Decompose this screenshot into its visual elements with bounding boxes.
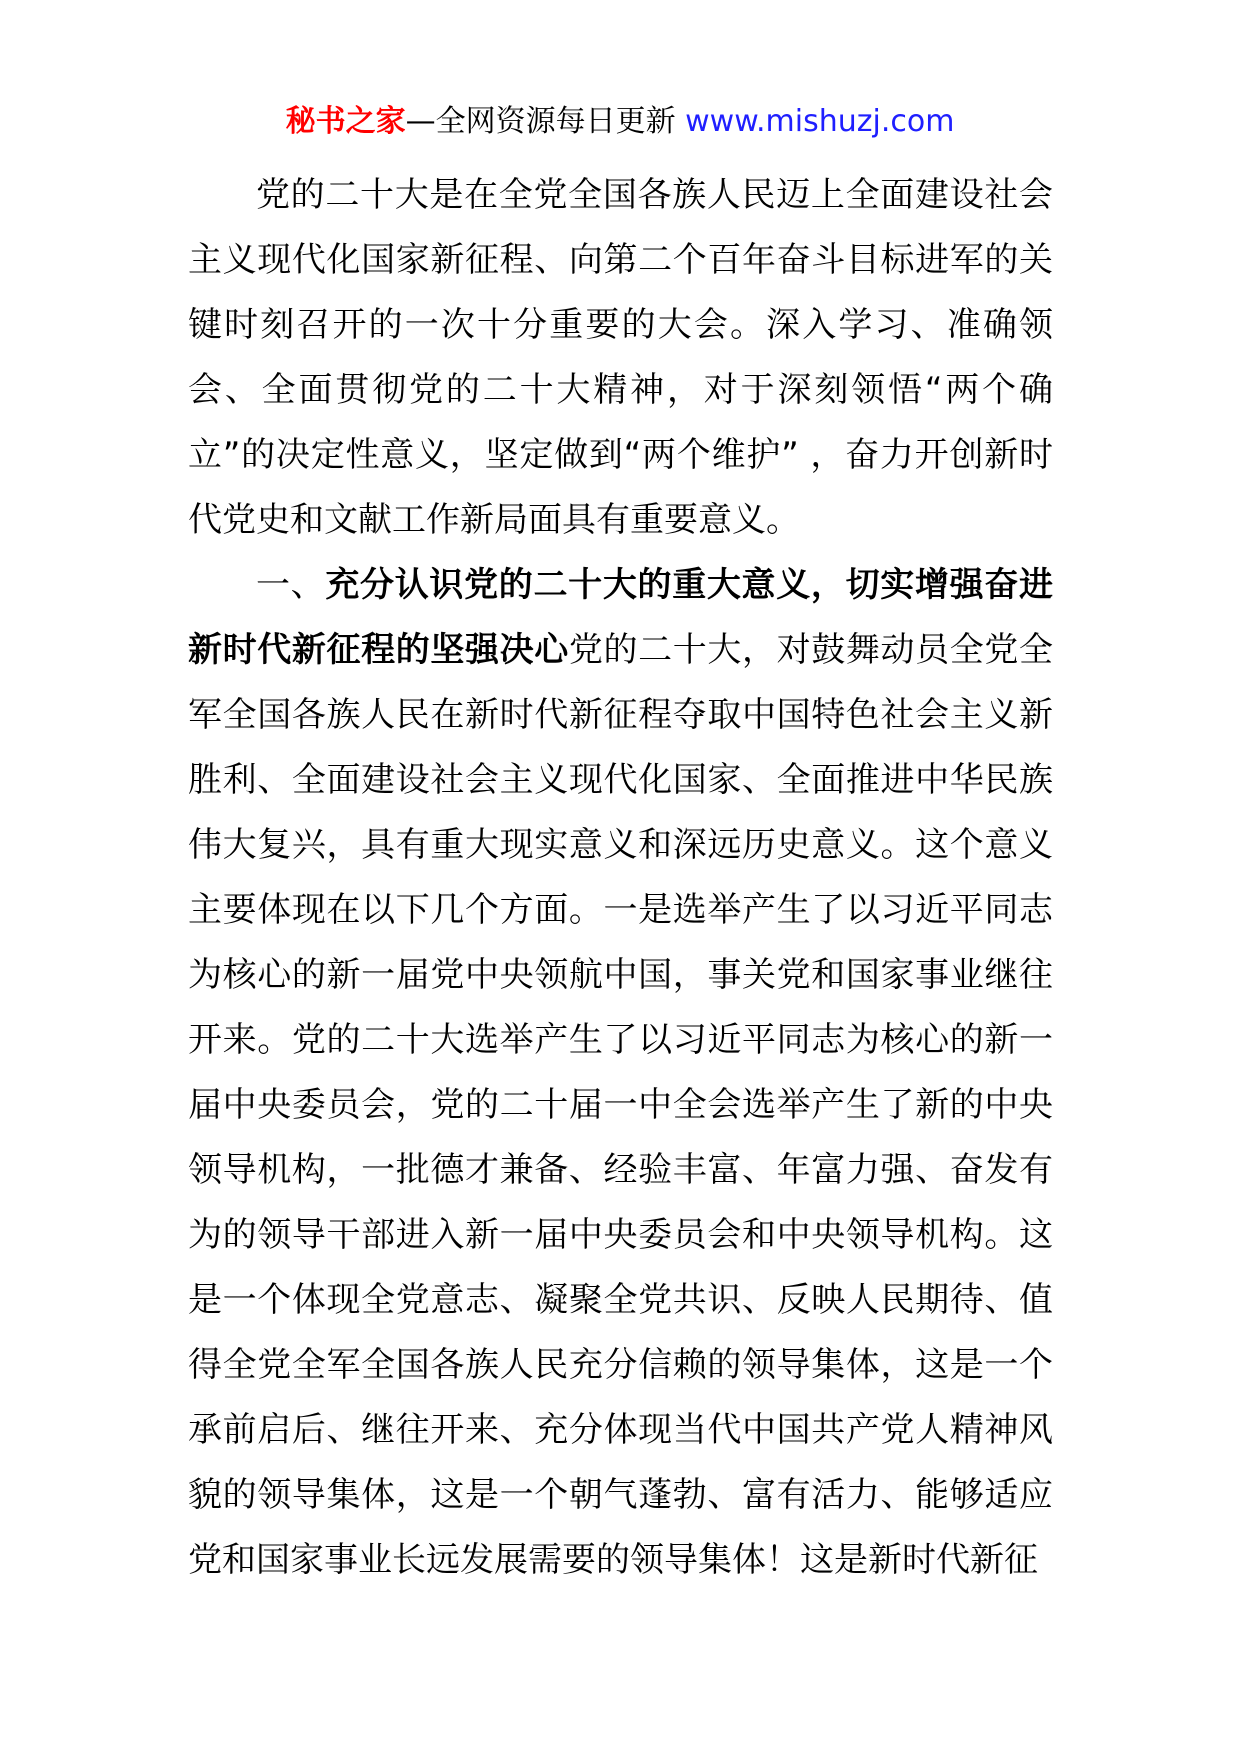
intro-paragraph-text: 党的二十大是在全党全国各族人民迈上全面建设社会主义现代化国家新征程、向第二个百年奋斗目标进军的关键时刻召开的一次十分重要的大会。深入学习、准确领会、全面贯彻党的二十大精神，对于深刻领悟“两个确立”的决定性意义，坚定做到“两个维护” ，奋力开创新时代党史和文献工作新局面具有重要意义。	[188, 175, 1053, 540]
site-url-link[interactable]: www.mishuzj.com	[685, 104, 955, 139]
site-header	[0, 100, 1240, 144]
header-tagline: —全网资源每日更新	[405, 104, 686, 139]
intro-paragraph	[188, 163, 1053, 553]
section-one-paragraph	[188, 553, 1053, 1593]
section-one-prefix: 一、	[256, 565, 326, 605]
section-one-text: 党的二十大，对鼓舞动员全党全军全国各族人民在新时代新征程夺取中国特色社会主义新胜利、全面建设社会主义现代化国家、全面推进中华民族伟大复兴，具有重大现实意义和深远历史意义。这个意义主要体现在以下几个方面。一是选举产生了以习近平同志为核心的新一届党中央领航中国，事关党和国家事业继往开来。党的二十大选举产生了以习近平同志为核心的新一届中央委员会，党的二十届一中全会选举产生了新的中央领导机构，一批德才兼备、经验丰富、年富力强、奋发有为的领导干部进入新一届中央委员会和中央领导机构。这是一个体现全党意志、凝聚全党共识、反映人民期待、值得全党全军全国各族人民充分信赖的领导集体，这是一个承前启后、继往开来、充分体现当代中国共产党人精神风貌的领导集体，这是一个朝气蓬勃、富有活力、能够适应党和国家事业长远发展需要的领导集体！这是新时代新征	[188, 630, 1053, 1580]
section-one-heading: 充分认识党的二十大的重大意义，切实增强奋进新时代新征程的坚强决心	[188, 565, 1054, 670]
brand-name: 秘书之家	[285, 104, 406, 139]
document-body	[188, 163, 1053, 1593]
